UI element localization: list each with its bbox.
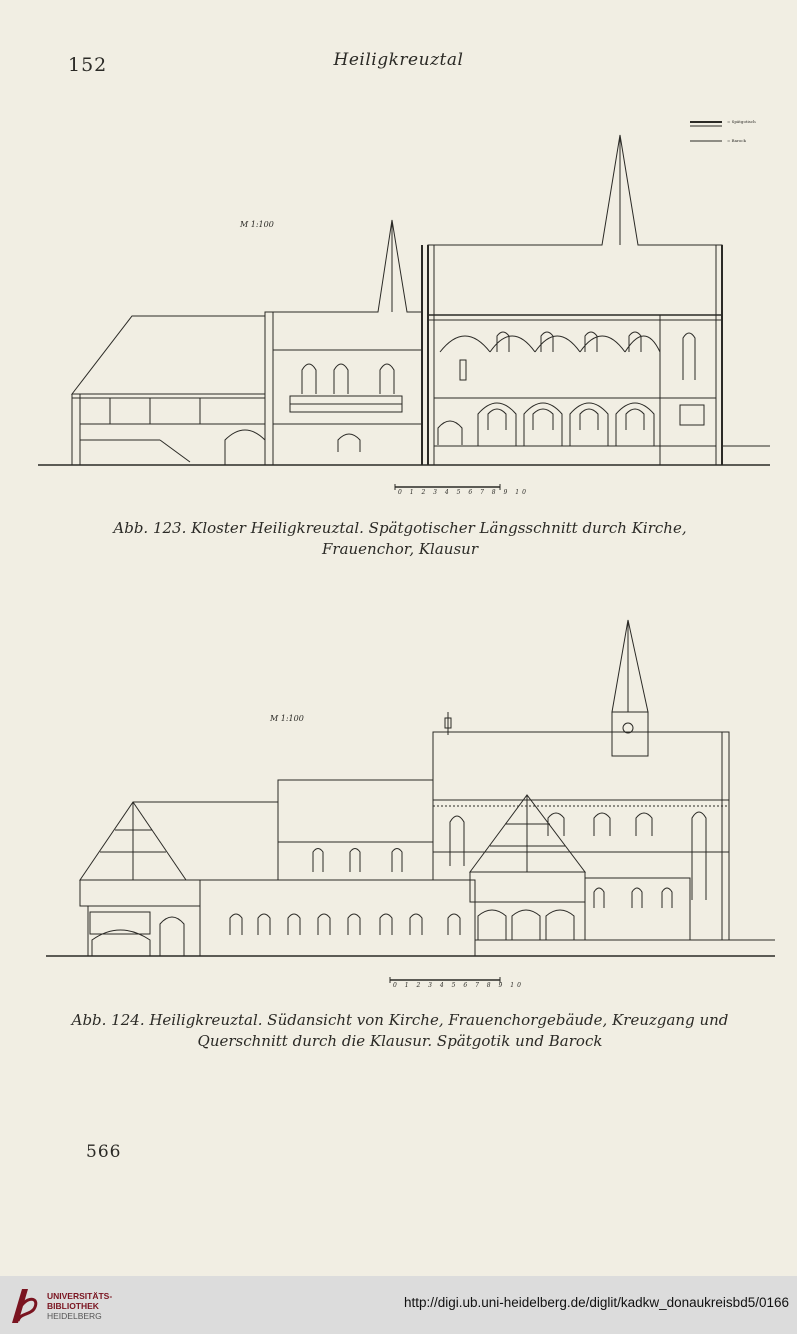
caption-line: Querschnitt durch die Klausur. Spätgotik und Barock: [197, 1032, 603, 1050]
viewer-footer-bar: [0, 1276, 797, 1334]
figure-123-scale-label: M 1:100: [240, 220, 274, 229]
page-number: 152: [68, 54, 108, 76]
library-line: UNIVERSITÄTS-: [47, 1291, 113, 1301]
caption-line: Abb. 124. Heiligkreuztal. Südansicht von Kirche, Frauenchorgebäude, Kreuzgang und: [71, 1011, 729, 1029]
caption-line: Frauenchor, Klausur: [321, 540, 478, 558]
figure-124-scale-ticks: 0 1 2 3 4 5 6 7 8 9 10: [393, 982, 524, 989]
permalink-url[interactable]: http://digi.ub.uni-heidelberg.de/diglit/kadkw_donaukreisbd5/0166: [403, 1295, 789, 1310]
caption-line: Abb. 123. Kloster Heiligkreuztal. Spätgotischer Längsschnitt durch Kirche,: [113, 519, 687, 537]
running-head: Heiligkreuztal: [333, 50, 464, 70]
figure-123-scale-ticks: 0 1 2 3 4 5 6 7 8 9 10: [398, 489, 529, 496]
figure-123-legend-baroque: = Barock: [727, 138, 746, 143]
library-line: HEIDELBERG: [47, 1311, 102, 1321]
university-library-logo-icon[interactable]: [8, 1285, 42, 1325]
library-line: BIBLIOTHEK: [47, 1301, 99, 1311]
figure-124-caption: [60, 1010, 740, 1052]
figure-123-legend-late-gothic: = Spätgotisch: [727, 119, 756, 124]
library-name: [47, 1291, 112, 1321]
footer-page-number: 566: [86, 1142, 122, 1162]
figure-124-scale-label: M 1:100: [270, 714, 304, 723]
